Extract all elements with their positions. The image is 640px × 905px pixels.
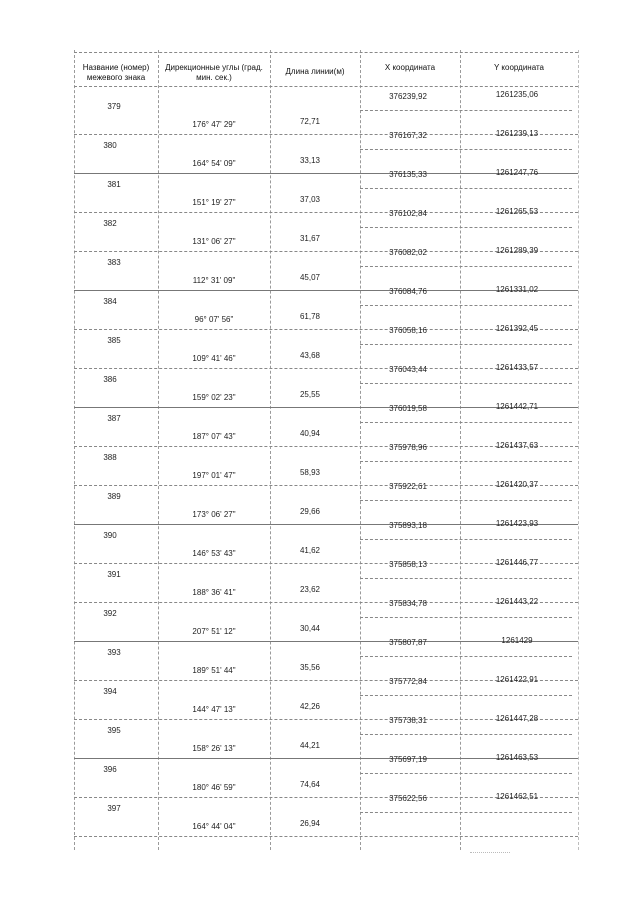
marker-number: 385 (107, 336, 121, 345)
y-coordinate: 1261420,37 (495, 480, 539, 489)
x-coordinate: 375697,19 (389, 755, 427, 764)
line-length: 25,55 (299, 389, 321, 399)
row-divider (360, 812, 572, 813)
direction-angle: 159° 02' 23" (192, 392, 236, 402)
marker-number: 391 (107, 570, 121, 579)
line-length: 44,21 (299, 740, 321, 750)
x-coordinate: 375807,87 (389, 638, 427, 647)
x-coordinate: 376019,58 (389, 404, 427, 413)
row-divider (360, 461, 572, 462)
direction-angle: 187° 07' 43" (192, 431, 236, 441)
x-coordinate: 375893,18 (389, 521, 427, 530)
x-coordinate: 375978,96 (389, 443, 427, 452)
marker-number: 381 (107, 180, 121, 189)
row-divider (360, 578, 572, 579)
line-length: 43,68 (299, 350, 321, 360)
y-coordinate: 1261265,53 (495, 207, 539, 216)
x-coordinate: 376167,32 (389, 131, 427, 140)
y-coordinate: 1261235,06 (495, 90, 539, 99)
x-coordinate: 376084,76 (389, 287, 427, 296)
direction-angle: 144° 47' 13" (192, 704, 236, 714)
row-divider (360, 383, 572, 384)
x-coordinate: 376102,84 (389, 209, 427, 218)
row-divider (360, 617, 572, 618)
direction-angle: 112° 31' 09" (192, 275, 236, 285)
direction-angle: 189° 51' 44" (192, 665, 236, 675)
direction-angle: 164° 44' 04" (192, 821, 236, 831)
y-coordinate: 1261247,76 (495, 168, 539, 177)
line-length: 41,62 (299, 545, 321, 555)
marker-number: 395 (107, 726, 121, 735)
line-length: 72,71 (299, 116, 321, 126)
marker-number: 384 (103, 297, 117, 306)
y-coordinate: 1261447,28 (495, 714, 539, 723)
x-coordinate: 376043,44 (389, 365, 427, 374)
marker-number: 380 (103, 141, 117, 150)
line-length: 58,93 (299, 467, 321, 477)
direction-angle: 180° 46' 59" (192, 782, 236, 792)
direction-angle: 96° 07' 56" (194, 314, 234, 324)
x-coordinate: 375858,13 (389, 560, 427, 569)
row-divider (360, 344, 572, 345)
line-length: 29,66 (299, 506, 321, 516)
x-coordinate: 375922,61 (389, 482, 427, 491)
header-name: Название (номер) межевого знака (82, 63, 150, 82)
y-coordinate: 1261289,39 (495, 246, 539, 255)
y-coordinate: 1261392,45 (495, 324, 539, 333)
marker-number: 383 (107, 258, 121, 267)
direction-angle: 188° 36' 41" (192, 587, 236, 597)
marker-number: 387 (107, 414, 121, 423)
x-coordinate: 376135,33 (389, 170, 427, 179)
row-divider (360, 656, 572, 657)
scan-artifact (470, 852, 510, 853)
line-length: 35,56 (299, 662, 321, 672)
direction-angle: 164° 54' 09" (192, 158, 236, 168)
y-coordinate: 1261423,93 (495, 519, 539, 528)
header-y: Y координата (493, 63, 545, 72)
y-coordinate: 1261429 (501, 636, 533, 645)
line-length: 74,64 (299, 779, 321, 789)
row-divider (360, 305, 572, 306)
marker-number: 396 (103, 765, 117, 774)
y-coordinate: 1261422,91 (495, 675, 539, 684)
marker-number: 379 (107, 102, 121, 111)
line-length: 61,78 (299, 311, 321, 321)
x-coordinate: 376082,02 (389, 248, 427, 257)
row-divider (360, 149, 572, 150)
y-coordinate: 1261239,13 (495, 129, 539, 138)
marker-number: 389 (107, 492, 121, 501)
row-divider (360, 227, 572, 228)
row-divider (360, 539, 572, 540)
x-coordinate: 375622,56 (389, 794, 427, 803)
line-length: 45,07 (299, 272, 321, 282)
row-divider (360, 500, 572, 501)
direction-angle: 207° 51' 12" (192, 626, 236, 636)
row-divider (360, 695, 572, 696)
x-coordinate: 375834,78 (389, 599, 427, 608)
row-divider (360, 422, 572, 423)
line-length: 31,67 (299, 233, 321, 243)
row-divider (360, 188, 572, 189)
direction-angle: 146° 53' 43" (192, 548, 236, 558)
y-coordinate: 1261462,51 (495, 792, 539, 801)
row-divider (360, 110, 572, 111)
direction-angle: 197° 01' 47" (192, 470, 236, 480)
direction-angle: 131° 06' 27" (192, 236, 236, 246)
direction-angle: 151° 19' 27" (192, 197, 236, 207)
direction-angle: 173° 06' 27" (192, 509, 236, 519)
marker-number: 392 (103, 609, 117, 618)
row-divider (360, 266, 572, 267)
line-length: 23,62 (299, 584, 321, 594)
x-coordinate: 375772,84 (389, 677, 427, 686)
line-length: 30,44 (299, 623, 321, 633)
header-x: X координата (384, 63, 436, 72)
header-length: Длина линии(м) (285, 67, 345, 76)
line-length: 26,94 (299, 818, 321, 828)
y-coordinate: 1261463,53 (495, 753, 539, 762)
line-length: 37,03 (299, 194, 321, 204)
y-coordinate: 1261442,71 (495, 402, 539, 411)
marker-number: 388 (103, 453, 117, 462)
direction-angle: 158° 26' 13" (192, 743, 236, 753)
x-coordinate: 376058,16 (389, 326, 427, 335)
marker-number: 386 (103, 375, 117, 384)
y-coordinate: 1261446,77 (495, 558, 539, 567)
row-divider (360, 734, 572, 735)
marker-number: 393 (107, 648, 121, 657)
header-angle: Дирекционные углы (град. мин. сек.) (165, 63, 263, 82)
marker-number: 390 (103, 531, 117, 540)
y-coordinate: 1261437,63 (495, 441, 539, 450)
marker-number: 382 (103, 219, 117, 228)
line-length: 40,94 (299, 428, 321, 438)
y-coordinate: 1261433,57 (495, 363, 539, 372)
row-divider (74, 836, 578, 837)
x-coordinate: 375738,31 (389, 716, 427, 725)
marker-number: 397 (107, 804, 121, 813)
direction-angle: 176° 47' 29" (192, 119, 236, 129)
line-length: 33,13 (299, 155, 321, 165)
x-coordinate: 376239,92 (389, 92, 427, 101)
y-coordinate: 1261331,02 (495, 285, 539, 294)
y-coordinate: 1261443,22 (495, 597, 539, 606)
direction-angle: 109° 41' 46" (192, 353, 236, 363)
line-length: 42,26 (299, 701, 321, 711)
row-divider (360, 773, 572, 774)
marker-number: 394 (103, 687, 117, 696)
